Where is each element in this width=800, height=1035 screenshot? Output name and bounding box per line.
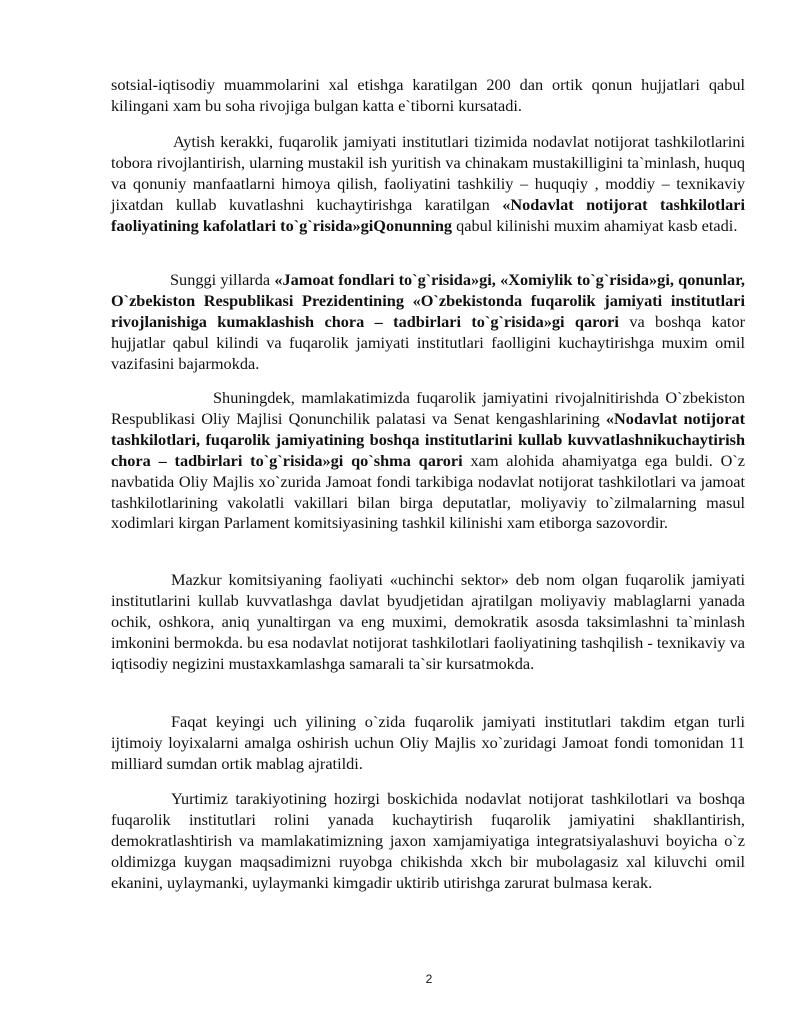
paragraph <box>111 712 745 775</box>
text-run: Sunggi yillarda <box>170 270 275 289</box>
paragraph <box>111 75 745 117</box>
paragraph <box>111 270 745 375</box>
text-run: Yurtimiz tarakiyotining hozirgi boskichida nodavlat notijorat tashkilotlari va boshqa fuqarolik institutlari rolini yanada kuchaytirish fuqarolik jamiyatini shakllantirish, demokratlashtirish va mamlakatimizning jaxon xamjamiyatiga integratsiyalashuvi boyicha o`z oldimizga kuygan maqsadimizni ruyobga chikishda xkch bir mubolagasiz xal kiluvchi omil ekanini, uylaymanki, uylaymanki kimgadir uktirib utirishga zarurat bulmasa kerak. <box>111 789 745 892</box>
text-run: Shuningdek, mamlakatimizda fuqarolik jamiyatini rivojalnitirishda O`zbekiston Respublikasi Oliy Majlisi Qonunchilik palatasi va Senat kengashlarining <box>111 388 745 428</box>
text-run: Aytish kerakki, fuqarolik jamiyati institutlari tizimida nodavlat notijorat tashkilotlarini tobora rivojlantirish, ularning mustakil ish yuritish va chinakam mustakilligini ta`minlash, huquq va qonuniy manfaatlarni himoya qilish, faoliyatini tashkiliy – huquqiy , moddiy – texnikaviy jixatdan kullab kuvatlashni kuchaytirishga karatilgan <box>111 132 745 214</box>
text-run: sotsial-iqtisodiy muammolarini xal etishga karatilgan 200 dan ortik qonun hujjatlari qabul kilingani xam bu soha rivojiga bulgan katta e`tiborni kursatadi. <box>111 75 745 115</box>
text-run: va boshqa kator hujjatlar qabul kilindi va fuqarolik jamiyati institutlari faolligini kuchaytirishga muxim omil vazifasini bajarmokda. <box>111 311 746 373</box>
text-run: qabul kilinishi muxim ahamiyat kasb etadi. <box>452 215 738 235</box>
bold-text-run: «Nodavlat notijorat tashkilotlari faoliyatining kafolatlari to`g`risida»giQonunning <box>111 194 746 235</box>
text-run: xam alohida ahamiyatga ega buldi. O`z navbatida Oliy Majlis xo`zurida Jamoat fondi tarkibiga nodavlat notijorat tashkilotlari va jamoat tashkilotlarining vakolatli vakillari bilan birga deputatlar, moliyaviy to`zilmalarning masul xodimlari kirgan Parlament komitsiyasining tashkil kilinishi xam etiborga sazovordir. <box>111 450 745 533</box>
bold-text-run: «Jamoat fondlari to`g`risida»gi, «Xomiylik to`g`risida»gi, qonunlar, O`zbekiston Respublikasi Prezidentining «O`zbekistonda fuqarolik jamiyati institutlari rivojlanishiga kumaklashish chora – tadbirlari to`g`risida»gi qarori <box>111 270 745 331</box>
page-number: 2 <box>425 972 433 986</box>
paragraph <box>111 388 745 534</box>
paragraph <box>111 570 745 675</box>
text-run: Faqat keyingi uch yilining o`zida fuqarolik jamiyati institutlari takdim etgan turli ijtimoiy loyixalarni amalga oshirish uchun Oliy Majlis xo`zuridagi Jamoat fondi tomonidan 11 milliard sumdan ortik mablag ajratildi. <box>111 712 745 773</box>
text-run: Mazkur komitsiyaning faoliyati «uchinchi sektor» deb nom olgan fuqarolik jamiyati institutlarini kullab kuvvatlashga davlat byudjetidan ajratilgan moliyaviy mablaglarni yanada ochik, oshkora, aniq yunaltirgan va eng muximi, demokratik asosda taksimlashni ta`minlash imkonini bermokda. bu esa nodavlat notijorat tashkilotlari faoliyatining tashqilish - texnikaviy va iqtisodiy negizini mustaxkamlashga samarali ta`sir kursatmokda. <box>111 570 745 673</box>
paragraph <box>111 789 745 894</box>
bold-text-run: «Nodavlat notijorat tashkilotlari, fuqarolik jamiyatining boshqa institutlarini kullab kuvvatlashnikuchaytirish chora – tadbirlari to`g`risida»gi qo`shma qarori <box>111 408 745 470</box>
paragraph <box>111 132 745 237</box>
